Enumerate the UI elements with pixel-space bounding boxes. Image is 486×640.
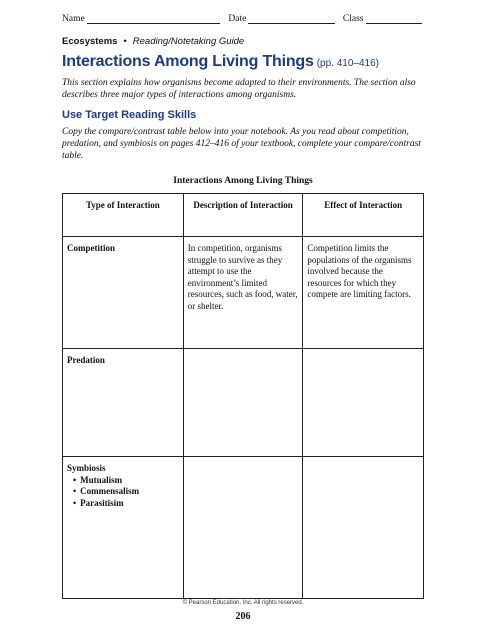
table-row-predation [63, 349, 424, 457]
title-main: Interactions Among Living Things [62, 53, 314, 70]
table-title: Interactions Among Living Things [173, 176, 313, 186]
guide-name: Reading/Notetaking Guide [132, 36, 245, 47]
row-effect-blank[interactable] [303, 349, 424, 457]
row-type: Competition [63, 237, 184, 349]
row-description: In competition, organisms struggle to survive as they attempt to use the environment’s limited resources, such as food, water, or shelter. [183, 237, 303, 349]
subtype-item: • Commensalism [73, 486, 179, 498]
subtype-item: • Parasitisim [73, 498, 179, 510]
table-row-competition [63, 237, 424, 349]
name-label: Name [62, 14, 85, 24]
section-label [62, 36, 244, 47]
row-description-blank[interactable] [183, 349, 303, 457]
name-line[interactable] [87, 14, 221, 24]
page-title [62, 53, 379, 71]
header-effect: Effect of Interaction [303, 194, 424, 237]
copyright-notice: © Pearson Education, Inc. All rights reserved. [182, 600, 304, 606]
row-type-symbiosis [63, 457, 184, 599]
table-row-symbiosis [63, 457, 424, 599]
title-pages: (pp. 410–416) [316, 58, 379, 69]
skills-instructions: Copy the compare/contrast table below into your notebook. As you read about competition, predation, and symbiosis on pages 412–416 of your textbook, complete your compare/contrast table. [62, 127, 421, 161]
skills-heading: Use Target Reading Skills [62, 109, 197, 121]
date-label: Date [228, 14, 247, 24]
separator-bullet: • [123, 36, 127, 47]
topic-name: Ecosystems [62, 36, 118, 47]
page-number: 206 [235, 611, 251, 622]
student-info-header [62, 14, 422, 24]
class-label: Class [342, 14, 364, 24]
row-effect-blank[interactable] [303, 457, 424, 599]
table-header-row [63, 194, 424, 237]
row-effect: Competition limits the populations of the organisms involved because the resources for which they compete are limiting factors. [303, 237, 424, 349]
header-type: Type of Interaction [63, 194, 184, 237]
date-line[interactable] [248, 14, 335, 24]
row-description-blank[interactable] [183, 457, 303, 599]
symbiosis-subtypes [67, 475, 179, 510]
row-type: Predation [63, 349, 184, 457]
subtype-item: • Mutualism [73, 475, 179, 487]
row-type: Symbiosis [67, 463, 106, 473]
class-line[interactable] [366, 14, 422, 24]
intro-paragraph: This section explains how organisms become adapted to their environments. The section also describes three major types of interactions among organisms. [62, 78, 416, 100]
header-description: Description of Interaction [183, 194, 303, 237]
compare-contrast-table [62, 193, 424, 599]
